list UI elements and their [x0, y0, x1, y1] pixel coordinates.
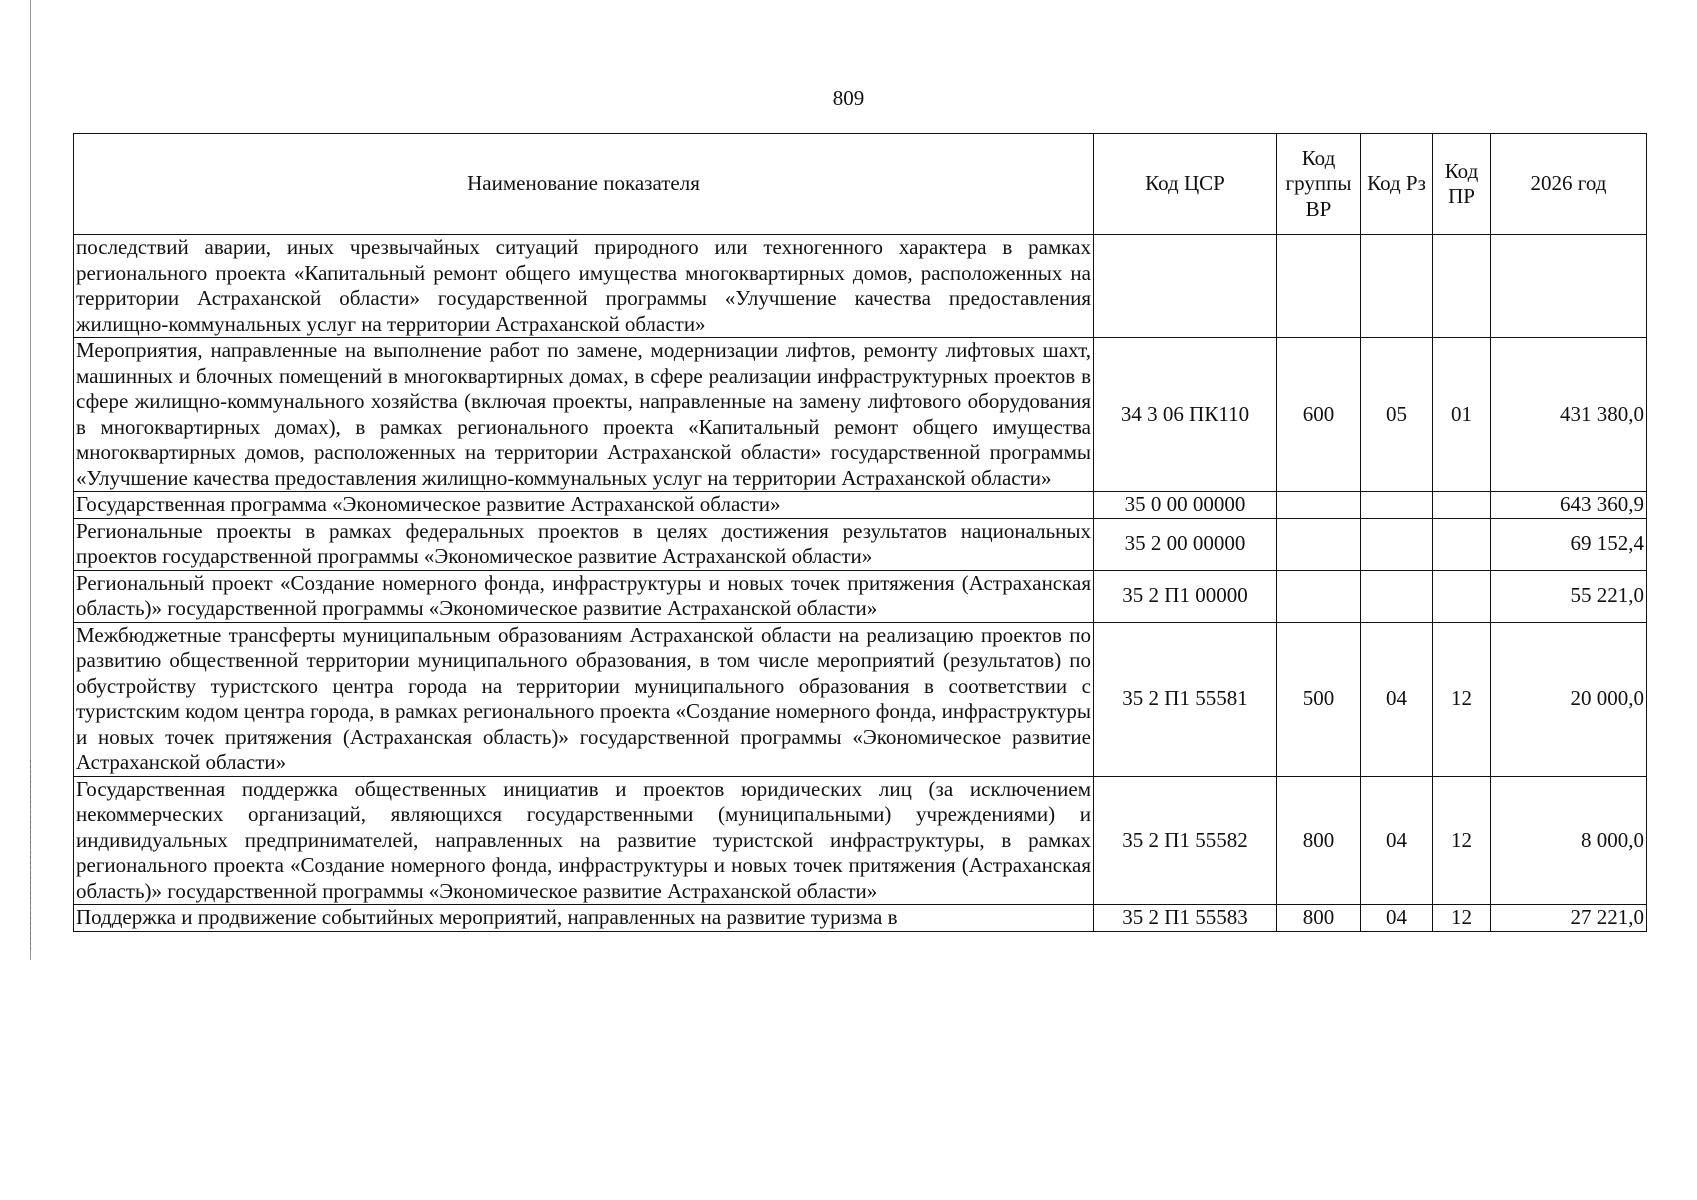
- row-csr-code: 35 2 П1 55582: [1094, 776, 1277, 905]
- table-row: [74, 622, 1647, 776]
- row-pr-code: [1433, 492, 1491, 519]
- header-name: Наименование показателя: [74, 134, 1094, 235]
- row-pr-code: [1433, 235, 1491, 338]
- page-number: 809: [832, 86, 865, 110]
- row-pr-code: 12: [1433, 905, 1491, 932]
- row-name: Поддержка и продвижение событийных мероприятий, направленных на развитие туризма в: [74, 905, 1094, 932]
- table-row: [74, 905, 1647, 932]
- row-name: Региональный проект «Создание номерного фонда, инфраструктуры и новых точек притяжения (Астраханская область)» государственной программы «Экономическое развитие Астраханской области»: [74, 570, 1094, 622]
- row-rz-code: 04: [1361, 622, 1433, 776]
- row-amount: 431 380,0: [1491, 338, 1647, 492]
- table-row: [74, 338, 1647, 492]
- row-amount: 69 152,4: [1491, 518, 1647, 570]
- row-amount: 55 221,0: [1491, 570, 1647, 622]
- row-rz-code: [1361, 492, 1433, 519]
- row-name: Межбюджетные трансферты муниципальным образованиям Астраханской области на реализацию проектов по развитию общественной территории муниципального образования, в том числе мероприятий (результатов) по обустройству туристского центра города на территории муниципального образования в соответствии с туристским кодом центра города, в рамках регионального проекта «Создание номерного фонда, инфраструктуры и новых точек притяжения (Астраханская область)» государственной программы «Экономическое развитие Астраханской области»: [74, 622, 1094, 776]
- row-name: Региональные проекты в рамках федеральных проектов в целях достижения результатов национальных проектов государственной программы «Экономическое развитие Астраханской области»: [74, 518, 1094, 570]
- row-name: последствий аварии, иных чрезвычайных ситуаций природного или техногенного характера в рамках регионального проекта «Капитальный ремонт общего имущества многоквартирных домов, расположенных на территории Астраханской области» государственной программы «Улучшение качества предоставления жилищно-коммунальных услуг на территории Астраханской области»: [74, 235, 1094, 338]
- row-vr-code: [1277, 492, 1361, 519]
- row-vr-code: 500: [1277, 622, 1361, 776]
- row-name: Государственная программа «Экономическое развитие Астраханской области»: [74, 492, 1094, 519]
- row-csr-code: 35 2 00 00000: [1094, 518, 1277, 570]
- row-pr-code: [1433, 570, 1491, 622]
- row-pr-code: 12: [1433, 622, 1491, 776]
- row-amount: 27 221,0: [1491, 905, 1647, 932]
- row-vr-code: 800: [1277, 905, 1361, 932]
- header-csr-code: Код ЦСР: [1094, 134, 1277, 235]
- header-rz-code: Код Рз: [1361, 134, 1433, 235]
- row-csr-code: [1094, 235, 1277, 338]
- table-row: [74, 235, 1647, 338]
- row-vr-code: [1277, 570, 1361, 622]
- row-rz-code: 04: [1361, 776, 1433, 905]
- header-vr-group-code: Код группы ВР: [1277, 134, 1361, 235]
- row-csr-code: 35 2 П1 55583: [1094, 905, 1277, 932]
- row-rz-code: [1361, 570, 1433, 622]
- row-pr-code: 01: [1433, 338, 1491, 492]
- budget-table: [73, 133, 1647, 932]
- row-amount: 643 360,9: [1491, 492, 1647, 519]
- row-amount: 8 000,0: [1491, 776, 1647, 905]
- row-csr-code: 34 3 06 ПК110: [1094, 338, 1277, 492]
- header-year-amount: 2026 год: [1491, 134, 1647, 235]
- row-vr-code: 600: [1277, 338, 1361, 492]
- row-name: Мероприятия, направленные на выполнение работ по замене, модернизации лифтов, ремонту лифтовых шахт, машинных и блочных помещений в многоквартирных домах, в сфере реализации инфраструктурных проектов в сфере жилищно-коммунального хозяйства (включая проекты, направленные на замену лифтового оборудования в многоквартирных домах), в рамках регионального проекта «Капитальный ремонт общего имущества многоквартирных домов, расположенных на территории Астраханской области» государственной программы «Улучшение качества предоставления жилищно-коммунальных услуг на территории Астраханской области»: [74, 338, 1094, 492]
- row-csr-code: 35 0 00 00000: [1094, 492, 1277, 519]
- row-rz-code: [1361, 235, 1433, 338]
- table-row: [74, 570, 1647, 622]
- row-pr-code: [1433, 518, 1491, 570]
- header-pr-code: Код ПР: [1433, 134, 1491, 235]
- row-pr-code: 12: [1433, 776, 1491, 905]
- row-name: Государственная поддержка общественных инициатив и проектов юридических лиц (за исключением некоммерческих организаций, являющихся государственными (муниципальными) учреждениями) и индивидуальных предпринимателей, направленных на развитие туристской инфраструктуры, в рамках регионального проекта «Создание номерного фонда, инфраструктуры и новых точек притяжения (Астраханская область)» государственной программы «Экономическое развитие Астраханской области»: [74, 776, 1094, 905]
- row-vr-code: 800: [1277, 776, 1361, 905]
- row-vr-code: [1277, 235, 1361, 338]
- row-csr-code: 35 2 П1 00000: [1094, 570, 1277, 622]
- table-row: [74, 492, 1647, 519]
- row-csr-code: 35 2 П1 55581: [1094, 622, 1277, 776]
- table-row: [74, 776, 1647, 905]
- row-rz-code: [1361, 518, 1433, 570]
- row-rz-code: 04: [1361, 905, 1433, 932]
- row-amount: 20 000,0: [1491, 622, 1647, 776]
- row-vr-code: [1277, 518, 1361, 570]
- row-rz-code: 05: [1361, 338, 1433, 492]
- table-row: [74, 518, 1647, 570]
- table-header-row: [74, 134, 1647, 235]
- scan-binding-marks: [30, 760, 32, 950]
- row-amount: [1491, 235, 1647, 338]
